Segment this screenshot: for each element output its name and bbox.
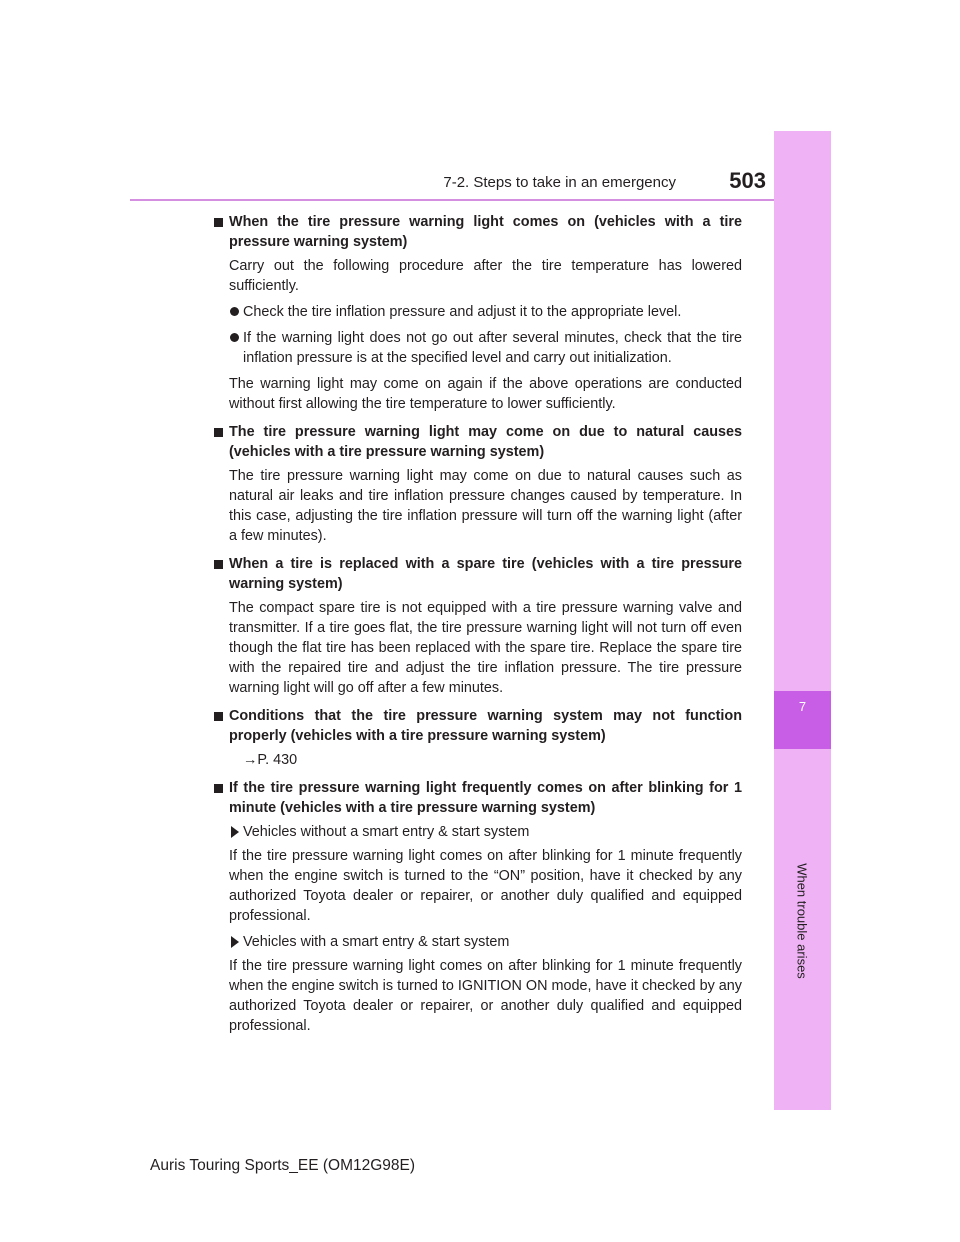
page-number: 503 (729, 168, 766, 193)
sub-item-label-text: Vehicles with a smart entry & start system (243, 934, 510, 950)
list-item-text: If the warning light does not go out after several minutes, check that the tire inflation pressure is at the specified level and carry out initialization. (243, 330, 742, 366)
list-item (214, 302, 742, 322)
paragraph: If the tire pressure warning light comes on after blinking for 1 minute frequently when the engine switch is turned to IGNITION ON mode, have it checked by any authorized Toyota dealer or repairer, or another duly qualified and equipped professional. (229, 958, 742, 1034)
heading-text: If the tire pressure warning light frequently comes on after blinking for 1 minute (vehicles with a tire pressure warning system) (229, 780, 742, 816)
chapter-side-tab (774, 131, 831, 1110)
sub-item-label-text: Vehicles without a smart entry & start system (243, 824, 530, 840)
square-bullet-icon (214, 712, 223, 721)
section-heading (214, 422, 742, 462)
section-title: 7-2. Steps to take in an emergency (443, 174, 676, 191)
paragraph: The tire pressure warning light may come on due to natural causes such as natural air leaks and tire inflation pressure changes caused by temperature. In this case, adjusting the tire inflation pressure will turn off the warning light (after a few minutes). (229, 468, 742, 544)
round-bullet-icon (230, 333, 239, 342)
paragraph: Carry out the following procedure after the tire temperature has lowered sufficiently. (229, 258, 742, 294)
heading-text: When a tire is replaced with a spare tire (vehicles with a tire pressure warning system) (229, 556, 742, 592)
section-heading (214, 706, 742, 746)
square-bullet-icon (214, 218, 223, 227)
paragraph: The compact spare tire is not equipped with a tire pressure warning valve and transmitter. If a tire goes flat, the tire pressure warning light will not turn off even though the flat tire has been replaced with the spare tire. Replace the spare tire with the repaired tire and adjust the tire inflation pressure. The tire pressure warning light will go off after a few minutes. (229, 600, 742, 696)
paragraph: If the tire pressure warning light comes on after blinking for 1 minute frequently when the engine switch is turned to the “ON” position, have it checked by any authorized Toyota dealer or repairer, or another duly qualified and equipped professional. (229, 848, 742, 924)
heading-text: When the tire pressure warning light comes on (vehicles with a tire pressure warning system) (229, 214, 742, 250)
triangle-bullet-icon (231, 936, 239, 948)
square-bullet-icon (214, 428, 223, 437)
section-heading (214, 212, 742, 252)
sub-item-label (214, 932, 742, 952)
footer-model-text: Auris Touring Sports_EE (OM12G98E) (150, 1157, 416, 1174)
section-heading (214, 554, 742, 594)
square-bullet-icon (214, 784, 223, 793)
sub-item-label (214, 822, 742, 842)
round-bullet-icon (230, 307, 239, 316)
list-item (214, 328, 742, 368)
list-item-text: Check the tire inflation pressure and adjust it to the appropriate level. (243, 304, 682, 320)
chapter-number-box (774, 691, 831, 749)
chapter-label: When trouble arises (794, 863, 810, 979)
header-rule (130, 199, 831, 201)
page-reference-link[interactable]: →P. 430 (243, 752, 298, 768)
paragraph: The warning light may come on again if the above operations are conducted without first allowing the tire temperature to lower sufficiently. (229, 376, 742, 412)
heading-text: Conditions that the tire pressure warning system may not function properly (vehicles with a tire pressure warning system) (229, 708, 742, 744)
page-content (214, 208, 742, 1036)
chapter-number: 7 (798, 699, 807, 714)
heading-text: The tire pressure warning light may come on due to natural causes (vehicles with a tire pressure warning system) (229, 424, 742, 460)
triangle-bullet-icon (231, 826, 239, 838)
square-bullet-icon (214, 560, 223, 569)
section-heading (214, 778, 742, 818)
